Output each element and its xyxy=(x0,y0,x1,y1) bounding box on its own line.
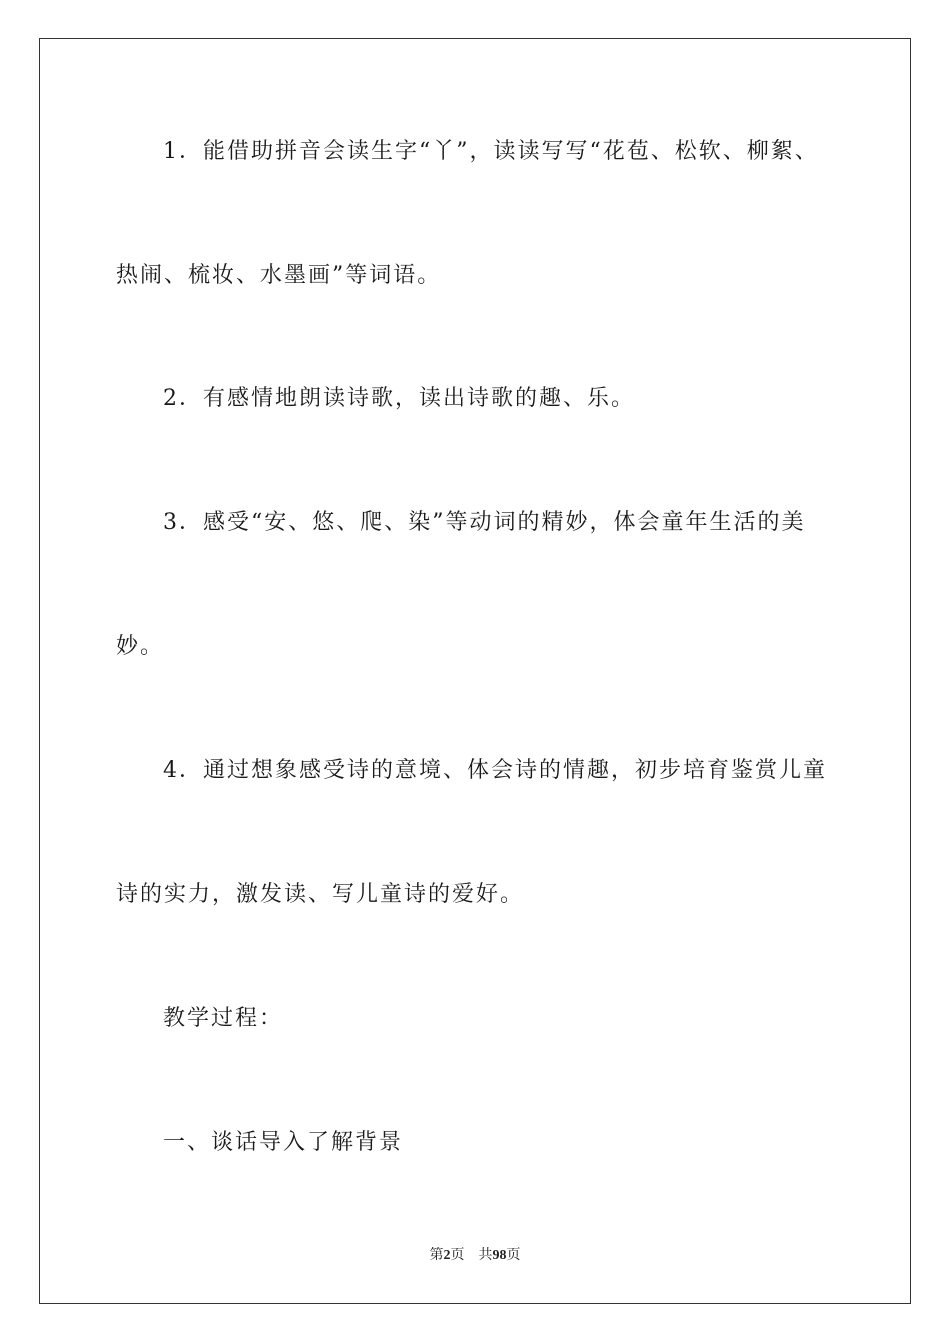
page-prefix: 第 xyxy=(429,1248,444,1263)
paragraph-line: 3．感受“安、悠、爬、染”等动词的精妙，体会童年生活的美 xyxy=(163,510,806,535)
section-heading: 一、谈话导入了解背景 xyxy=(163,1130,404,1155)
section-label: 教学过程： xyxy=(163,1006,284,1031)
paragraph-line: 2．有感情地朗读诗歌，读出诗歌的趣、乐。 xyxy=(163,386,635,411)
total-prefix: 共 xyxy=(478,1248,493,1263)
page-footer xyxy=(0,1246,950,1266)
paragraph-line: 4．通过想象感受诗的意境、体会诗的情趣，初步培育鉴赏儿童 xyxy=(163,758,827,783)
page-suffix: 页 xyxy=(450,1248,465,1263)
paragraph-line: 1．能借助拼音会读生字“丫”，读读写写“花苞、松软、柳絮、 xyxy=(163,139,819,164)
total-suffix: 页 xyxy=(506,1248,521,1263)
paragraph-line: 妙。 xyxy=(116,634,165,659)
page-border xyxy=(39,38,911,1304)
paragraph-line: 诗的实力，激发读、写儿童诗的爱好。 xyxy=(116,882,525,907)
paragraph-line: 热闹、梳妆、水墨画”等词语。 xyxy=(116,263,442,288)
page-number: 2 xyxy=(443,1248,451,1263)
total-pages: 98 xyxy=(492,1248,507,1263)
